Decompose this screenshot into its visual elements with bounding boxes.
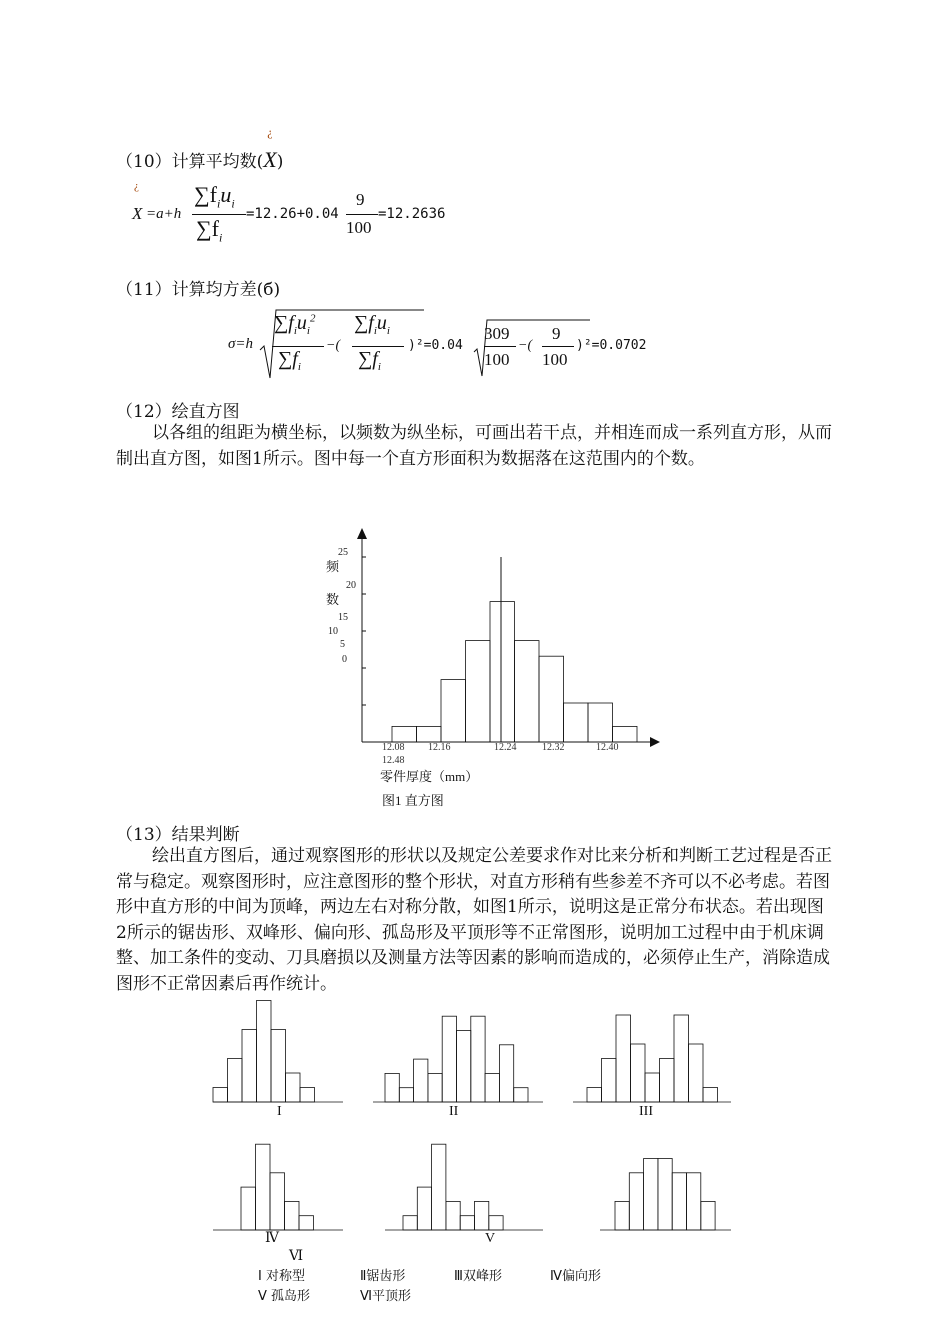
section-10-heading — [116, 125, 284, 173]
eq2-frac2-bar — [542, 346, 574, 347]
shape-bar — [701, 1201, 715, 1230]
legend-bimodal: Ⅲ双峰形 — [454, 1269, 502, 1284]
x-tick-label: 12.16 — [428, 742, 451, 753]
eq2-frac1-num: 309 — [484, 324, 510, 343]
shape-bar — [446, 1201, 460, 1230]
section-12-heading: （12）绘直方图 — [116, 402, 240, 422]
eq1-lhs: X — [132, 204, 143, 223]
eq2-bar1 — [272, 346, 324, 347]
eq2-minus: −( — [326, 338, 341, 353]
shape-bar — [660, 1059, 675, 1103]
shape-bar — [689, 1044, 704, 1102]
eq2-den1: $\sum f_i$ — [278, 348, 301, 373]
shape-bar — [587, 1088, 602, 1103]
eq1-num-u-sub: i — [231, 196, 235, 211]
x-axis-arrow — [650, 737, 660, 747]
shape-bar — [241, 1187, 256, 1230]
eq2-frac1-den: 100 — [484, 350, 510, 369]
y-axis-label-1: 频 — [326, 559, 340, 574]
shape-label: V — [485, 1231, 496, 1246]
shape-bar — [257, 1001, 272, 1103]
eq2-den2: $\sum f_i$ — [358, 348, 381, 373]
eq1-hat: ¿ — [134, 180, 139, 192]
x-tick-label: 12.08 — [382, 742, 405, 753]
figure-1-caption: 图1 直方图 — [382, 793, 444, 808]
y-tick-label: 15 — [338, 612, 348, 623]
shape-bar — [489, 1216, 503, 1230]
histogram-bar — [466, 641, 491, 742]
shape-bar — [644, 1159, 658, 1231]
y-axis-label-2: 数 — [326, 592, 340, 607]
shape-bar — [629, 1173, 643, 1230]
shape-bar — [602, 1059, 617, 1103]
y-tick-label: 25 — [338, 547, 348, 558]
x-tick-label: 12.48 — [382, 755, 405, 766]
shape-bar — [300, 1088, 315, 1103]
shape-bar — [442, 1016, 456, 1102]
y-axis-arrow — [357, 528, 367, 539]
shape-label: I — [277, 1104, 282, 1119]
section-11-heading: （11）计算均方差(б) — [116, 280, 281, 300]
histogram-figure-1 — [320, 525, 670, 815]
eq1-frac2-bar — [346, 214, 378, 215]
legend-flat-top: Ⅵ平顶形 — [360, 1289, 411, 1304]
eq1-denominator — [196, 216, 222, 245]
x-tick-label: 12.32 — [542, 742, 565, 753]
legend-symmetric: Ⅰ 对称型 — [258, 1269, 305, 1284]
shape-bar — [514, 1088, 528, 1102]
section-13-heading: （13）结果判断 — [116, 825, 240, 845]
eq1-result: =12.2636 — [378, 206, 446, 222]
y-tick-label: 10 — [328, 626, 338, 637]
eq1-numerator — [194, 182, 235, 211]
shape-bar — [631, 1044, 646, 1102]
shape-bar — [475, 1201, 489, 1230]
legend-skewed: Ⅳ偏向形 — [550, 1269, 601, 1284]
section-10-close: ) — [276, 152, 284, 172]
eq2-result: )²=0.0702 — [576, 338, 647, 353]
eq1-fraction-bar — [192, 214, 246, 215]
section-12-paragraph: 以各组的组距为横坐标，以频数为纵坐标，可画出若干点，并相连而成一系列直方形，从而制出直方图，如图1所示。图中每一个直方形面积为数据落在这范围内的个数。 — [116, 423, 832, 469]
eq2-frac1-bar — [484, 346, 516, 347]
shape-bar — [228, 1059, 243, 1103]
shape-bar — [285, 1201, 300, 1230]
eq2-bar2 — [352, 346, 404, 347]
eq1-val1: =12.26+0.04 — [246, 206, 339, 222]
equation-sigma — [228, 306, 668, 382]
section-10-title: （10）计算平均数( — [116, 152, 264, 172]
x-tick-label: 12.24 — [494, 742, 517, 753]
eq2-num2: $\sum f_iu_i$ — [354, 312, 390, 337]
shape-bar — [299, 1216, 314, 1230]
shape-bar — [658, 1159, 672, 1231]
shape-bar — [457, 1031, 471, 1103]
section-13-paragraph: 绘出直方图后，通过观察图形的形状以及规定公差要求作对比来分析和判断工艺过程是否正常与稳定。观察图形时，应注意图形的整个形状，对直方形稍有些参差不齐可以不必考虑。若图形中直方形的中间为顶峰，两边左右对称分散，如图1所示，说明这是正常分布状态。若出现图2所示的锯齿形、双峰形、偏向形、孤岛形及平顶形等不正常图形，说明加工过程中由于机床调整、加工条件的变动、刀具磨损以及测量方法等因素的影响而造成的，必须停止生产，消除造成图形不正常因素后再作统计。 — [116, 846, 832, 994]
equation-mean — [132, 180, 492, 252]
x-axis-label: 零件厚度（mm） — [380, 769, 479, 784]
histogram-bar — [490, 602, 515, 742]
histogram-bar — [417, 726, 442, 742]
shape-bar — [399, 1088, 413, 1102]
shape-bar — [460, 1216, 474, 1230]
eq1-frac-num: 9 — [356, 190, 365, 209]
eq1-num: ∑f — [194, 182, 218, 207]
eq2-num1: $\sum f_iu_i^2$ — [274, 312, 316, 337]
abnormal-histograms-figure-2 — [195, 1000, 755, 1270]
shape-bar — [674, 1015, 689, 1102]
shape-bar — [403, 1216, 417, 1230]
eq1-mid: =a+h — [146, 206, 182, 222]
histogram-bar — [564, 703, 589, 742]
shape-bar — [213, 1088, 228, 1103]
shape-bar — [703, 1088, 718, 1103]
eq1-num-u: u — [220, 182, 232, 207]
x-tick-label: 12.40 — [596, 742, 619, 753]
x-bar-symbol — [263, 125, 277, 172]
shape-bar — [645, 1073, 660, 1102]
shape-bar — [432, 1144, 446, 1230]
shape-bar — [616, 1015, 631, 1102]
shape-bar — [485, 1073, 499, 1102]
histogram-bar — [441, 680, 466, 742]
shape-bar — [385, 1073, 399, 1102]
histogram-bar — [613, 726, 638, 742]
shape-label: Ⅵ — [289, 1249, 304, 1264]
x-hat: ¿ — [267, 125, 273, 139]
shape-bar — [471, 1016, 485, 1102]
eq1-frac-den: 100 — [346, 218, 372, 237]
eq1-den-sub: i — [219, 230, 223, 245]
shape-label: II — [449, 1104, 459, 1119]
shape-bar — [499, 1045, 513, 1102]
shape-bar — [286, 1073, 301, 1102]
shape-bar — [672, 1173, 686, 1230]
shape-bar — [270, 1173, 285, 1230]
eq1-den: ∑f — [196, 216, 220, 241]
shape-bar — [414, 1059, 428, 1102]
histogram-bar — [515, 641, 540, 742]
figure-2-legend — [258, 1265, 678, 1305]
eq2-frac2-num: 9 — [552, 324, 561, 343]
shape-label: Ⅳ — [265, 1231, 279, 1246]
shape-bar — [428, 1073, 442, 1102]
eq2-sigma: σ=h — [228, 336, 254, 352]
shape-bar — [615, 1201, 629, 1230]
y-tick-label: 20 — [346, 580, 356, 591]
histogram-bar — [539, 656, 564, 742]
eq2-close-sq: )²=0.04 — [408, 338, 463, 353]
shape-bar — [271, 1030, 286, 1103]
histogram-bar — [392, 726, 417, 742]
histogram-bar — [588, 703, 613, 742]
eq2-minus2: −( — [518, 338, 533, 353]
eq2-frac2-den: 100 — [542, 350, 568, 369]
shape-bar — [242, 1030, 257, 1103]
legend-island: Ⅴ 孤岛形 — [258, 1289, 311, 1304]
shape-bar — [256, 1144, 271, 1230]
y-tick-label: 5 — [340, 639, 345, 650]
y-tick-label: 0 — [342, 654, 347, 665]
x-letter: X — [263, 147, 277, 172]
shape-bar — [687, 1173, 701, 1230]
legend-sawtooth: Ⅱ锯齿形 — [360, 1269, 406, 1284]
shape-label: III — [639, 1104, 653, 1119]
shape-bar — [417, 1187, 431, 1230]
eq1-num-sub: i — [217, 196, 221, 211]
